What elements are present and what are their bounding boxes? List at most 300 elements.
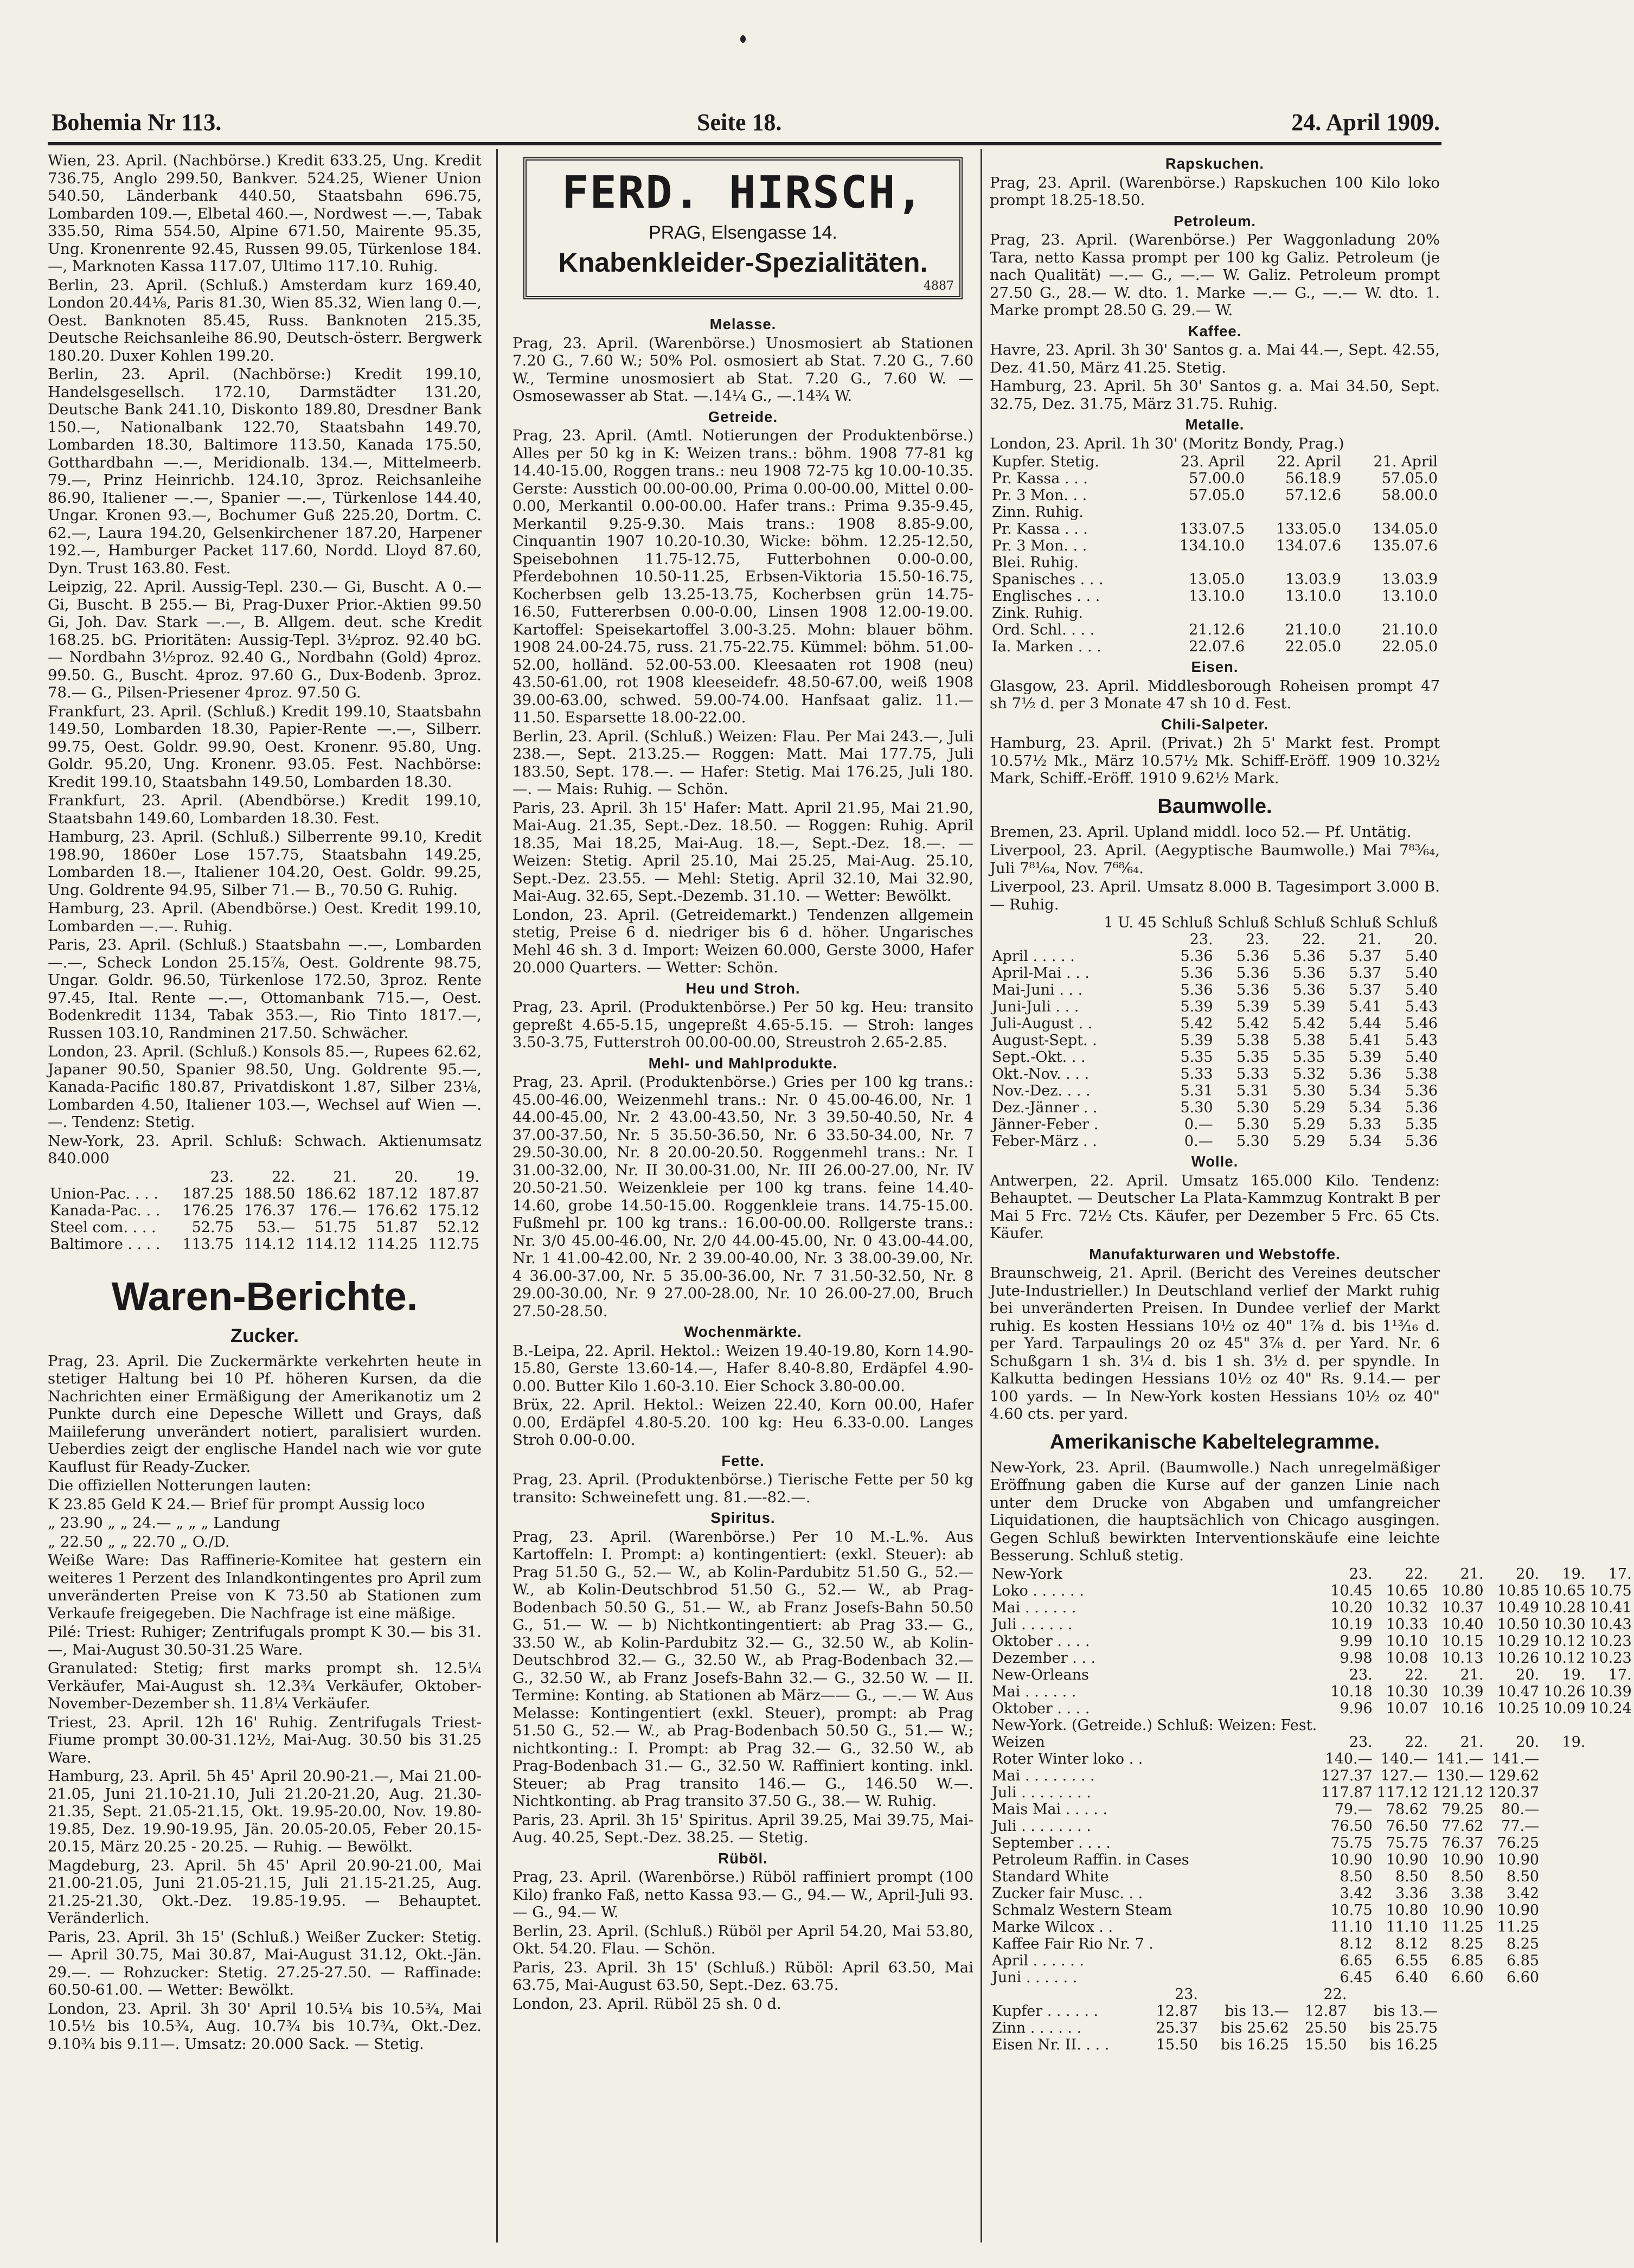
table-cell: 11.10 — [1386, 1918, 1428, 1936]
table-cell: 140.— — [1325, 1750, 1373, 1767]
report-petroleum: Prag, 23. April. (Warenbörse.) Per Waggonladung 20% Tara, netto Kassa prompt per 100 kg Galiz. Petroleum (je nach Qualität) —.— G., —.— W. Galiz. Petroleum prompt 27.50 G., 28.— W. dto. 1. Marke —.— G., —.— W. dto. 1. Marke prompt 28.50 G. 29.— W. — [990, 231, 1440, 319]
table-cell: 188.50 — [244, 1185, 296, 1202]
table-cell: 5.30 — [1236, 1116, 1270, 1133]
table-cell: 15.50 — [1305, 2036, 1347, 2053]
table-cell: 5.30 — [1236, 1099, 1270, 1116]
table-cell: 21. — [1460, 1666, 1484, 1683]
header-date: 24. April 1909. — [1291, 109, 1440, 136]
table-cell: bis 16.25 — [1220, 2036, 1289, 2053]
table-cell: 5.37 — [1349, 948, 1382, 965]
table-cell: 134.10.0 — [1179, 537, 1245, 554]
table-cell: Ia. Marken . . . — [992, 638, 1101, 655]
table-row — [990, 982, 1440, 998]
table-cell: 6.45 — [1340, 1969, 1373, 1986]
table-cell: Ord. Schl. . . . — [992, 622, 1095, 638]
table-cell: bis 13.— — [1225, 2002, 1289, 2020]
report-wien: Wien, 23. April. (Nachbörse.) Kredit 633.25, Ung. Kredit 736.75, Anglo 299.50, Bankver. 524.25, Wiener Union 540.50, Länderbank 440.50, Staatsbahn 696.75, Lombarden 109.—, Elbetal 460.—, Nordwest —.—, Tabak 335.50, Rima 554.50, Alpine 671.50, Mairente 95.35, Ung. Kronenrente 92.45, Russen 99.05, Türkenlose 184.—, Marknoten Kassa 117.07, Ultimo 117.10. Ruhig. — [48, 152, 482, 275]
table-cell: 51.87 — [376, 1219, 418, 1236]
table-row — [990, 487, 1440, 504]
table-cell: 8.50 — [1506, 1868, 1540, 1885]
table-cell: 5.40 — [1405, 965, 1438, 982]
table-row — [990, 1835, 1634, 1851]
table-row — [990, 554, 1440, 571]
table-row — [990, 1616, 1634, 1633]
table-cell: 10.12 — [1543, 1632, 1586, 1650]
quote-intro: Die offiziellen Notterungen lauten: — [48, 1477, 311, 1494]
table-cell: 10.50 — [1497, 1616, 1540, 1633]
table-cell: 23. — [1246, 931, 1270, 948]
table-row — [990, 638, 1440, 655]
table-cell: 5.37 — [1349, 982, 1382, 998]
table-cell: 5.37 — [1349, 965, 1382, 982]
table-cell: 5.35 — [1236, 1049, 1270, 1066]
table-row — [990, 1885, 1634, 1902]
table-cell: Blei. Ruhig. — [992, 554, 1079, 571]
table-cell: September . . . . — [992, 1834, 1111, 1851]
table-cell — [1541, 1969, 1587, 1986]
table-cell: 19. — [1562, 1565, 1586, 1583]
section-title-zucker: Zucker. — [230, 1324, 299, 1347]
table-cell: 10.18 — [1330, 1683, 1373, 1700]
table-cell: 20. — [1414, 931, 1438, 948]
table-header-row — [48, 1169, 482, 1186]
table-cell: 17. — [1608, 1565, 1632, 1583]
ad-number: 4887 — [924, 279, 954, 293]
table-row — [48, 1236, 482, 1253]
table-cell: Marke Wilcox . . — [992, 1918, 1113, 1936]
table-row — [990, 1566, 1634, 1583]
table-cell: 0.— — [1184, 1116, 1213, 1133]
table-row — [990, 521, 1440, 537]
table-cell: New-York — [992, 1565, 1062, 1583]
report-metalle-london: London, 23. April. 1h 30' (Moritz Bondy, Prag.) — [990, 434, 1344, 452]
table-cell: 6.55 — [1395, 1952, 1428, 1969]
table-cell: New-York. (Getreide.) Schluß: Weizen: Fest. — [992, 1716, 1317, 1734]
metals-table — [990, 453, 1440, 655]
report-getreide-london: London, 23. April. (Getreidemarkt.) Tendenzen allgemein stetig, Preise 6 d. niedriger bis 6 d. höher. Ungarisches Mehl 46 sh. 3 d. Import: Weizen 60.000, Gerste 3000, Hafer 20.000 Quarters. — Wetter: Schön. — [512, 906, 973, 976]
table-cell: Nov.-Dez. . . . — [992, 1082, 1091, 1099]
table-cell: Mai-Juni . . . — [992, 982, 1083, 998]
table-cell: 13.03.9 — [1381, 571, 1438, 588]
table-cell: 3.42 — [1340, 1885, 1373, 1902]
table-cell — [1587, 1767, 1633, 1784]
table-cell: Mai . . . . . . — [992, 1683, 1076, 1700]
table-cell: 10.16 — [1441, 1700, 1484, 1717]
report-weisse-ware: Weiße Ware: Das Raffinerie-Komitee hat gestern ein weiteres 1 Perzent des Inlandkontingentes pro April zum unveränderten Preise von K 73.50 ab Stationen zum Verkaufe freigegeben. Die Nachfrage ist eine mäßige. — [48, 1552, 482, 1622]
table-cell: 10.90 — [1497, 1901, 1540, 1919]
table-row — [990, 588, 1440, 605]
table-cell: 130.— — [1436, 1767, 1484, 1784]
table-row — [990, 1767, 1634, 1784]
table-cell: 176.62 — [367, 1202, 418, 1219]
table-cell: Zucker fair Musc. . . — [992, 1885, 1143, 1902]
table-cell: 10.26 — [1497, 1649, 1540, 1667]
table-cell: 10.25 — [1497, 1700, 1540, 1717]
table-cell — [1587, 1835, 1633, 1851]
table-row — [990, 1133, 1440, 1150]
table-cell: 8.50 — [1340, 1868, 1373, 1885]
table-cell: New-Orleans — [992, 1666, 1089, 1683]
table-cell: 5.36 — [1236, 965, 1270, 982]
table-cell: 133.05.0 — [1276, 521, 1342, 537]
table-cell: bis 16.25 — [1369, 2036, 1438, 2053]
table-cell — [1541, 1751, 1587, 1767]
table-cell: 8.25 — [1451, 1935, 1484, 1952]
section-title-petroleum: Petroleum. — [1173, 212, 1257, 229]
table-row — [990, 470, 1440, 487]
table-cell: 10.29 — [1497, 1632, 1540, 1650]
table-cell: 12.87 — [1156, 2002, 1199, 2020]
table-cell: 21. — [1460, 1565, 1484, 1583]
table-cell: 13.03.9 — [1285, 571, 1342, 588]
table-cell — [1587, 1885, 1633, 1902]
table-cell: 5.41 — [1349, 1032, 1382, 1049]
section-title-kaffee: Kaffee. — [1188, 322, 1242, 339]
table-cell: 57.05.0 — [1381, 470, 1438, 487]
table-cell: 23. — [1349, 1666, 1373, 1683]
table-cell: 5.29 — [1292, 1133, 1325, 1150]
page-header — [52, 103, 1440, 141]
table-cell — [1247, 554, 1343, 571]
table-cell — [1541, 1767, 1587, 1784]
table-cell: 75.75 — [1386, 1834, 1428, 1851]
table-cell: Jänner-Feber . — [992, 1116, 1099, 1133]
table-cell: 77.— — [1501, 1817, 1540, 1835]
table-cell: 57.00.0 — [1189, 470, 1245, 487]
table-cell — [1541, 1885, 1587, 1902]
table-row — [990, 1633, 1634, 1650]
table-row — [990, 622, 1440, 638]
table-cell: 5.46 — [1405, 1015, 1438, 1032]
table-cell: 25.37 — [1156, 2019, 1199, 2036]
report-rueboel-london: London, 23. April. Rüböl 25 sh. 0 d. — [512, 1995, 781, 2013]
table-cell: 9.98 — [1340, 1649, 1373, 1667]
report-rueboel-berlin: Berlin, 23. April. (Schluß.) Rüböl per April 54.20, Mai 53.80, Okt. 54.20. Flau. — Schön. — [512, 1922, 973, 1957]
table-cell: 6.85 — [1506, 1952, 1540, 1969]
table-cell: 127.— — [1381, 1767, 1428, 1784]
header-rule — [48, 142, 1441, 145]
table-cell: 57.12.6 — [1285, 487, 1342, 504]
table-cell — [1541, 1936, 1587, 1952]
report-heu: Prag, 23. April. (Produktenbörse.) Per 50 kg. Heu: transito gepreßt 4.65-5.15, ungepreßt 4.65-5.15. — Stroh: langes 3.50-3.75, Futterstroh 00.00-00.00, Streustroh 2.65-2.85. — [512, 998, 973, 1051]
table-cell: 5.30 — [1236, 1133, 1270, 1150]
table-cell: 5.32 — [1292, 1066, 1325, 1082]
table-row — [48, 1186, 482, 1202]
table-cell: 5.42 — [1180, 1015, 1213, 1032]
table-cell — [1541, 1801, 1587, 1818]
table-cell: 23. — [1189, 931, 1213, 948]
table-cell: 57.05.0 — [1189, 487, 1245, 504]
table-cell: Kaffee Fair Rio Nr. 7 . — [992, 1935, 1154, 1952]
table-cell: 10.75 — [1330, 1901, 1373, 1919]
table-cell: 20. — [1516, 1666, 1540, 1683]
table-cell: 51.75 — [315, 1219, 357, 1236]
table-cell — [1150, 504, 1247, 521]
table-row — [990, 2036, 1440, 2053]
column-divider — [496, 149, 498, 2243]
report-hamburg-abend: Hamburg, 23. April. (Abendbörse.) Oest. Kredit 199.10, Lombarden —.—. Ruhig. — [48, 900, 482, 935]
table-cell: Okt.-Nov. . . . — [992, 1066, 1090, 1082]
table-row — [990, 1919, 1634, 1936]
table-cell: 135.07.6 — [1372, 537, 1438, 554]
table-cell: Pr. Kassa . . . — [992, 470, 1088, 487]
table-row — [990, 1099, 1440, 1116]
table-cell: 5.39 — [1236, 998, 1270, 1015]
section-title-baumwolle: Baumwolle. — [1157, 795, 1272, 818]
table-cell — [1587, 1734, 1633, 1751]
table-cell: Oktober . . . . — [992, 1700, 1090, 1717]
table-cell: Weizen — [992, 1733, 1045, 1751]
table-cell — [1587, 1868, 1633, 1885]
table-cell: 10.23 — [1590, 1649, 1632, 1667]
table-row — [990, 1868, 1634, 1885]
table-cell: 5.36 — [1180, 948, 1213, 965]
section-title-wochenmaerkte: Wochenmärkte. — [684, 1323, 802, 1340]
report-getreide-paris: Paris, 23. April. 3h 15' Hafer: Matt. April 21.95, Mai 21.90, Mai-Aug. 21.35, Sept.-Dez. 18.50. — Roggen: Ruhig. April 18.35, Mai 18.25, Mai-Aug. 18.—, Sept.-Dez. 18.—. — Weizen: Stetig. April 25.10, Mai 25.25, Mai-Aug. 25.10, Sept.-Dez. 23.55. — Mehl: Stetig. April 32.10, Mai 32.90, Mai-Aug. 32.65, Sept.-Dezemb. 31.10. — Wetter: Bewölkt. — [512, 799, 973, 905]
table-cell: 5.42 — [1236, 1015, 1270, 1032]
advertisement-box — [523, 157, 963, 299]
table-cell: August-Sept. . — [992, 1032, 1097, 1049]
table-cell: 133.07.5 — [1179, 521, 1245, 537]
table-cell: 5.39 — [1180, 998, 1213, 1015]
table-cell: 22. — [1405, 1666, 1428, 1683]
table-cell: 114.12 — [244, 1235, 296, 1253]
table-cell: 19. — [1562, 1733, 1586, 1751]
table-cell: 10.32 — [1386, 1599, 1428, 1616]
report-kaffee-havre: Havre, 23. April. 3h 30' Santos g. a. Mai 44.—, Sept. 42.55, Dez. 41.50, März 41.25. Stetig. — [990, 341, 1440, 376]
table-row — [990, 2003, 1440, 2020]
table-cell: 187.25 — [182, 1185, 234, 1202]
table-row — [990, 1700, 1634, 1717]
table-cell: Schluß — [1218, 914, 1270, 931]
table-cell — [990, 931, 1101, 948]
table-cell — [1343, 605, 1440, 622]
table-cell: Kupfer . . . . . . — [992, 2002, 1099, 2020]
table-cell: Loko . . . . . . — [992, 1582, 1084, 1599]
table-cell — [1587, 1784, 1633, 1801]
table-cell: 5.34 — [1349, 1099, 1382, 1116]
table-cell: 10.90 — [1441, 1851, 1484, 1868]
table-cell — [1587, 1801, 1633, 1818]
table-cell: Dez.-Jänner . . — [992, 1099, 1098, 1116]
table-cell — [1541, 1851, 1587, 1868]
report-zucker-prag: Prag, 23. April. Die Zuckermärkte verkehrten heute in stetiger Haltung bei 10 Pf. höheren Kursen, da die Nachrichten einer Ermäßigung der Amerikanotiz um 2 Punkte durch eine Depesche Willett und Grays, daß Maiileferung unverändert notiert, paralisiert wurden. Ueberdies zeigt der englische Handel nach wie vor gute Kauflust für Ready-Zucker. — [48, 1352, 482, 1476]
ad-slogan: Knabenkleider-Spezialitäten. — [558, 247, 928, 278]
table-cell: 140.— — [1381, 1750, 1428, 1767]
table-cell: 5.34 — [1349, 1133, 1382, 1150]
table-cell: 5.38 — [1405, 1066, 1438, 1082]
table-cell: Juli . . . . . . — [992, 1616, 1073, 1633]
table-cell: 5.41 — [1349, 998, 1382, 1015]
table-cell: Schmalz Western Steam — [992, 1901, 1172, 1919]
table-cell: Feber-März . . — [992, 1133, 1097, 1150]
ad-address: PRAG, Elsengasse 14. — [649, 222, 837, 243]
table-cell: bis 25.75 — [1369, 2019, 1438, 2036]
table-cell: 17. — [1608, 1666, 1632, 1683]
table-cell: 10.41 — [1590, 1599, 1632, 1616]
table-cell: 11.10 — [1330, 1918, 1373, 1936]
table-cell: 5.36 — [1236, 982, 1270, 998]
table-cell: 11.25 — [1441, 1918, 1484, 1936]
table-cell: Baltimore . . . . — [50, 1235, 161, 1253]
table-cell — [1587, 1717, 1633, 1734]
table-cell: 5.30 — [1292, 1082, 1325, 1099]
header-issue: Bohemia Nr 113. — [52, 109, 222, 136]
table-row — [990, 571, 1440, 588]
table-cell: Sept.-Okt. . . — [992, 1049, 1086, 1066]
table-cell: 10.26 — [1543, 1683, 1586, 1700]
table-cell: 13.10.0 — [1285, 588, 1342, 605]
table-cell: 52.75 — [191, 1219, 234, 1236]
table-row — [990, 1583, 1634, 1599]
table-cell: 22. — [272, 1168, 296, 1186]
table-cell: 22. — [1405, 1733, 1428, 1751]
table-cell — [1587, 1818, 1633, 1835]
table-cell: 10.23 — [1590, 1632, 1632, 1650]
table-cell: 76.50 — [1386, 1817, 1428, 1835]
table-row — [990, 1801, 1634, 1818]
section-title-fette: Fette. — [721, 1452, 765, 1469]
report-braunschweig: Braunschweig, 21. April. (Bericht des Vereines deutscher Jute-Industrieller.) In Deutschland verlief der Markt ruhig bei unveränderten Preisen. In Dundee verlief der Markt ruhig. Es kosten Hessians 10½ oz 40" 1⅞ d. bis 1¹³⁄₁₆ d. per Yard. Tarpaulings 20 oz 45" 3⅞ d. per Yard. Nr. 6 Schußgarn 1 sh. 3¼ d. bis 1 sh. 3½ d. per spyndle. In Kalkutta bedingen Hessians 10½ oz 40" Rs. 9.14.— per 100 yards. — In New-York kosten Hessians 10½ oz 40" 4.60 cts. per yard. — [990, 1264, 1440, 1423]
table-header-row — [990, 1986, 1440, 2003]
table-cell: Steel com. . . . — [50, 1219, 156, 1236]
table-cell — [1587, 1751, 1633, 1767]
table-cell — [1349, 1986, 1440, 2003]
report-liverpool: Liverpool, 23. April. Umsatz 8.000 B. Tagesimport 3.000 B. — Ruhig. — [990, 878, 1440, 913]
report-frankfurt: Frankfurt, 23. April. (Schluß.) Kredit 199.10, Staatsbahn 149.50, Lombarden 18.30, Papier-Rente —.—, Silberr. 99.75, Oest. Goldr. 99.90, Oest. Kronenr. 95.80, Ung. Goldr. 95.20, Ung. Kronenr. 93.05. Fest. Nachbörse: Kredit 199.10, Staatsbahn 149.50, Lombarden 18.30. — [48, 702, 482, 791]
table-cell: 78.62 — [1386, 1801, 1428, 1818]
table-cell: 5.33 — [1349, 1116, 1382, 1133]
table-cell: 20. — [394, 1168, 418, 1186]
table-cell: 21.10.0 — [1381, 622, 1438, 638]
table-cell: 8.50 — [1451, 1868, 1484, 1885]
table-row — [990, 1751, 1634, 1767]
table-cell: 5.35 — [1292, 1049, 1325, 1066]
report-mehl: Prag, 23. April. (Produktenbörse.) Gries per 100 kg trans.: 45.00-46.00, Weizenmehl trans.: Nr. 0 45.00-46.00, Nr. 1 44.00-45.00, Nr. 2 43.00-43.50, Nr. 3 39.50-40.50, Nr. 4 37.00-37.50, Nr. 5 35.50-36.50, Nr. 6 33.50-34.00, Nr. 7 29.50-30.00, Nr. 8 20.00-20.50. Roggenmehl trans.: Nr. I 31.00-32.00, Nr. II 30.00-31.00, Nr. III 26.00-27.00, Nr. IV 20.50-21.50. Weizenkleie per 100 kg trans. feine 14.40-14.60, grobe 14.50-15.00. Roggenkleie trans. 14.75-15.00. Fußmehl pr. 100 kg trans.: 16.00-00.00. Rollgerste trans.: Nr. 3/0 45.00-46.00, Nr. 2/0 44.00-45.00, Nr. 0 43.00-44.00, Nr. 1 41.00-42.00, Nr. 2 39.00-40.00, Nr. 3 38.00-39.00, Nr. 4 36.00-37.00, Nr. 5 35.00-36.00, Nr. 7 31.50-32.50, Nr. 8 29.00-30.00, Nr. 9 27.00-28.00, Nr. 10 26.00-27.00, Bruch 27.50-28.50. — [512, 1073, 973, 1320]
table-cell: 10.49 — [1497, 1599, 1540, 1616]
table-cell: Juli . . . . . . . . — [992, 1817, 1091, 1835]
table-cell: 10.90 — [1497, 1851, 1540, 1868]
table-cell: April-Mai . . . — [992, 965, 1090, 982]
section-title-chili: Chili-Salpeter. — [1161, 715, 1269, 733]
table-cell: 8.12 — [1340, 1935, 1373, 1952]
table-cell: 5.40 — [1405, 948, 1438, 965]
table-cell: 76.25 — [1497, 1834, 1540, 1851]
table-cell: 21. — [333, 1168, 357, 1186]
table-cell: 176.25 — [182, 1202, 234, 1219]
table-cell: 10.37 — [1441, 1599, 1484, 1616]
table-cell: 13.05.0 — [1189, 571, 1245, 588]
table-row — [990, 1599, 1634, 1616]
table-header-row — [990, 931, 1440, 948]
table-cell: 5.43 — [1405, 1032, 1438, 1049]
table-cell: 10.47 — [1497, 1683, 1540, 1700]
table-cell: 5.39 — [1180, 1032, 1213, 1049]
table-cell: 19. — [1562, 1666, 1586, 1683]
table-cell: 5.36 — [1405, 1082, 1438, 1099]
table-cell: 10.39 — [1590, 1683, 1632, 1700]
table-cell — [1541, 1784, 1587, 1801]
report-kaffee-hamburg: Hamburg, 23. April. 5h 30' Santos g. a. Mai 34.50, Sept. 32.75, Dez. 31.75, März 31.75. Ruhig. — [990, 377, 1440, 413]
table-cell: 10.39 — [1441, 1683, 1484, 1700]
table-cell: 20. — [1516, 1733, 1540, 1751]
table-cell: 21.12.6 — [1189, 622, 1245, 638]
table-row — [48, 1219, 482, 1236]
table-cell: 22. — [1323, 1985, 1347, 2003]
report-fette: Prag, 23. April. (Produktenbörse.) Tierische Fette per 50 kg transito: Schweinefett ung. 81.—-82.—. — [512, 1471, 973, 1506]
table-cell — [1541, 1952, 1587, 1969]
table-cell — [1343, 554, 1440, 571]
table-cell: 10.30 — [1386, 1683, 1428, 1700]
report-rueboel-paris: Paris, 23. April. 3h 15' (Schluß.) Rüböl: April 63.50, Mai 63.75, Mai-August 63.50, Sept.-Dez. 63.75. — [512, 1958, 973, 1994]
table-cell: 186.62 — [305, 1185, 357, 1202]
table-cell: 5.36 — [1236, 948, 1270, 965]
ink-dot — [740, 35, 746, 43]
table-cell: 5.39 — [1349, 1049, 1382, 1066]
table-cell: Schluß — [1386, 914, 1438, 931]
table-cell: 23. — [1349, 1733, 1373, 1751]
table-cell — [1587, 1952, 1633, 1969]
table-cell: 10.85 — [1497, 1582, 1540, 1599]
table-cell: 5.44 — [1349, 1015, 1382, 1032]
report-hamburg-zucker: Hamburg, 23. April. 5h 45' April 20.90-21.—, Mai 21.00-21.05, Juni 21.10-21.10, Juli 21.20-21.20, Aug. 21.30-21.35, Sept. 21.05-21.15, Okt. 19.95-20.00, Nov. 19.80-19.85, Dez. 19.90-19.95, Jän. 20.05-20.05, Feber 20.15-20.15, März 20.25 - 20.25. — Ruhig. — Bewölkt. — [48, 1767, 482, 1855]
table-cell: 10.15 — [1441, 1632, 1484, 1650]
table-cell: 10.90 — [1330, 1851, 1373, 1868]
table-row — [990, 1032, 1440, 1049]
table-cell: 5.38 — [1292, 1032, 1325, 1049]
table-cell: 10.65 — [1386, 1582, 1428, 1599]
table-cell: Oktober . . . . — [992, 1632, 1090, 1650]
table-cell: 8.25 — [1506, 1935, 1540, 1952]
report-frankfurt-abend: Frankfurt, 23. April. (Abendbörse.) Kredit 199.10, Staatsbahn 149.60, Lombarden 18.30. Fest. — [48, 792, 482, 827]
table-cell: April . . . . . . — [992, 1952, 1084, 1969]
report-magdeburg: Magdeburg, 23. April. 5h 45' April 20.90-21.00, Mai 21.00-21.05, Juni 21.05-21.15, Juli 21.15-21.25, Aug. 21.25-21.30, Okt.-Dez. 19.85-19.95. — Behauptet. Veränderlich. — [48, 1856, 482, 1927]
table-cell — [1541, 1818, 1587, 1835]
table-cell — [1247, 504, 1343, 521]
table-cell — [1430, 1717, 1485, 1734]
table-cell: 5.31 — [1180, 1082, 1213, 1099]
table-cell: 5.34 — [1349, 1082, 1382, 1099]
quote-line: K 23.85 Geld K 24.— Brief für prompt Aussig loco — [48, 1495, 425, 1513]
table-cell: 5.36 — [1349, 1066, 1382, 1082]
table-cell: 10.65 — [1543, 1582, 1586, 1599]
table-cell: 10.08 — [1386, 1649, 1428, 1667]
table-cell: 21. — [1358, 931, 1382, 948]
table-cell — [1200, 1986, 1291, 2003]
table-cell: 21. April — [1373, 453, 1438, 470]
table-cell: Standard White — [992, 1868, 1109, 1885]
table-cell: 80.— — [1501, 1801, 1540, 1818]
table-cell: 12.87 — [1305, 2002, 1347, 2020]
table-cell — [990, 1986, 1142, 2003]
table-row — [990, 1717, 1634, 1734]
table-cell: 23. — [1349, 1565, 1373, 1583]
table-cell: 1 U. 45 Schluß — [1104, 914, 1213, 931]
table-cell: 22.07.6 — [1189, 638, 1245, 655]
table-cell: 117.12 — [1376, 1784, 1428, 1801]
table-cell: 10.43 — [1590, 1616, 1632, 1633]
table-cell: 114.12 — [305, 1235, 357, 1253]
table-cell: Roter Winter loko . . — [992, 1750, 1143, 1767]
report-paris-zucker: Paris, 23. April. 3h 15' (Schluß.) Weißer Zucker: Stetig. — April 30.75, Mai 30.87, Mai-August 31.12, Okt.-Jän. 29.—. — Rohzucker: Stetig. 27.25-27.50. — Raffinade: 60.50-61.00. — Wetter: Bewölkt. — [48, 1928, 482, 1998]
table-cell: 113.75 — [182, 1235, 234, 1253]
table-cell — [1343, 504, 1440, 521]
table-row — [990, 1818, 1634, 1835]
report-antwerpen: Antwerpen, 22. April. Umsatz 165.000 Kilo. Tendenz: Behauptet. — Deutscher La Plata-Kammzug Kontrakt B per Mai 5 Frc. 72½ Cts. Käufer, per Dezember 5 Frc. 65 Cts. Käufer. — [990, 1171, 1440, 1242]
table-cell: 5.29 — [1292, 1099, 1325, 1116]
table-cell: Spanisches . . . — [992, 571, 1104, 588]
table-cell: 10.28 — [1543, 1599, 1586, 1616]
